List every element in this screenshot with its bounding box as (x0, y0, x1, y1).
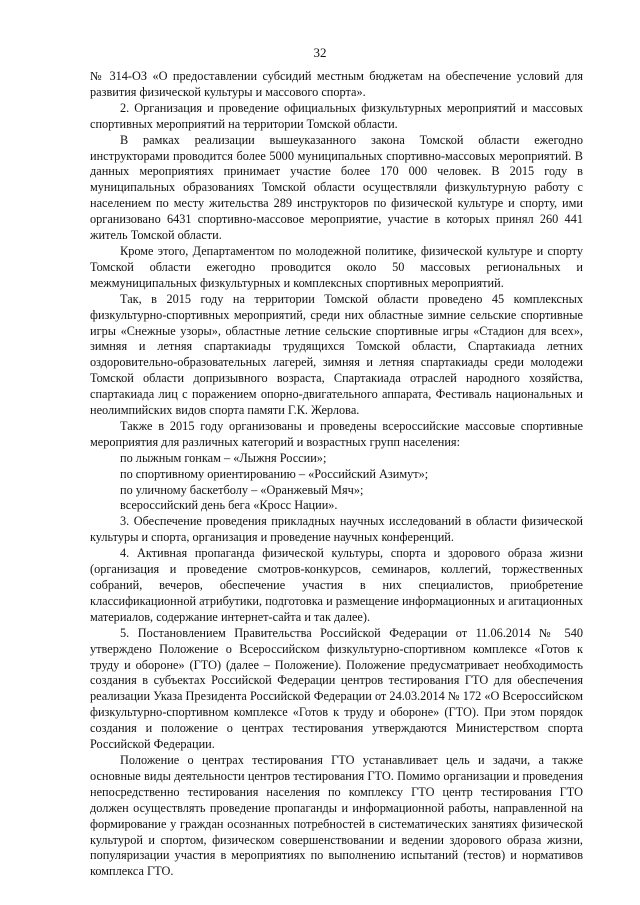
paragraph: Положение о центрах тестирования ГТО устанавливает цель и задачи, а также основные виды деятельности центров тестирования ГТО. Помимо организации и проведения непосредственно тестирования населения по комплексу ГТО центр тестирования ГТО должен осуществлять проведение пропаганды и информационной работы, направленной на формирование у граждан осознанных потребностей в систематических занятиях физической культурой и спортом, физическом совершенствовании и ведении здорового образа жизни, популяризации участия в мероприятиях по выполнению испытаний (тестов) и нормативов комплекса ГТО. (90, 752, 583, 879)
paragraph: В рамках реализации вышеуказанного закона Томской области ежегодно инструкторами проводится более 5000 муниципальных спортивно-массовых мероприятий. В данных мероприятиях принимает участие более 170 000 человек. В 2015 году в муниципальных образованиях Томской области осуществляли физкультурную работу с населением по месту жительства 289 инструкторов по физической культуре и спорту, ими организовано 6431 спортивно-массовое мероприятие, участие в которых принял 260 441 житель Томской области. (90, 132, 583, 243)
paragraph: 5. Постановлением Правительства Российской Федерации от 11.06.2014 № 540 утверждено Положение о Всероссийском физкультурно-спортивном комплексе «Готов к труду и обороне» (ГТО) (далее – Положение). Положение предусматривает необходимость создания в субъектах Российской Федерации центров тестирования ГТО для обеспечения реализации Указа Президента Российской Федерации от 24.03.2014 № 172 «О Всероссийском физкультурно-спортивном комплексе «Готов к труду и обороне» (ГТО). При этом порядок создания и положение о центрах тестирования утверждаются Министерством спорта Российской Федерации. (90, 625, 583, 752)
paragraph: № 314-ОЗ «О предоставлении субсидий местным бюджетам на обеспечение условий для развития физической культуры и массового спорта». (90, 69, 583, 99)
paragraph: Также в 2015 году организованы и проведены всероссийские массовые спортивные мероприятия для различных категорий и возрастных групп населения: (90, 418, 583, 449)
list-item: по спортивному ориентированию – «Российский Азимут»; (120, 466, 429, 481)
paragraph: Кроме этого, Департаментом по молодежной политике, физической культуре и спорту Томской области ежегодно проводится около 50 массовых региональных и межмуниципальных физкультурных и комплексных спортивных мероприятий. (90, 243, 583, 290)
list-item: по лыжным гонкам – «Лыжня России»; (120, 450, 327, 465)
paragraph: Так, в 2015 году на территории Томской области проведено 45 комплексных физкультурно-спортивных мероприятий, среди них областные зимние сельские спортивные игры «Снежные узоры», областные летние сельские спортивные игры «Стадион для всех», зимняя и летняя спартакиады трудящихся Томской области, Спартакиада летних оздоровительно-образовательных лагерей, зимняя и летняя спартакиады среди молодежи Томской области допризывного возраста, Спартакиада отраслей народного хозяйства, спартакиада лиц с поражением опорно-двигательного аппарата, Фестиваль национальных и неолимпийских видов спорта памяти Г.К. Жерлова. (90, 291, 583, 418)
paragraph: 2. Организация и проведение официальных физкультурных мероприятий и массовых спортивных мероприятий на территории Томской области. (90, 100, 583, 131)
paragraph: 3. Обеспечение проведения прикладных научных исследований в области физической культуры и спорта, организация и проведение научных конференций. (90, 514, 583, 545)
list-item: всероссийский день бега «Кросс Нации». (120, 498, 338, 513)
document-body (90, 69, 583, 880)
paragraph: 4. Активная пропаганда физической культуры, спорта и здорового образа жизни (организация и проведение смотров-конкурсов, семинаров, коллегий, торжественных собраний, вечеров, обеспечение участия в них специалистов, приобретение классификационной атрибутики, подготовка и размещение информационных и агитационных материалов, содержание интернет-сайта и так далее). (90, 546, 583, 624)
list-item: по уличному баскетболу – «Оранжевый Мяч»; (120, 482, 364, 497)
page-number: 32 (313, 45, 327, 60)
